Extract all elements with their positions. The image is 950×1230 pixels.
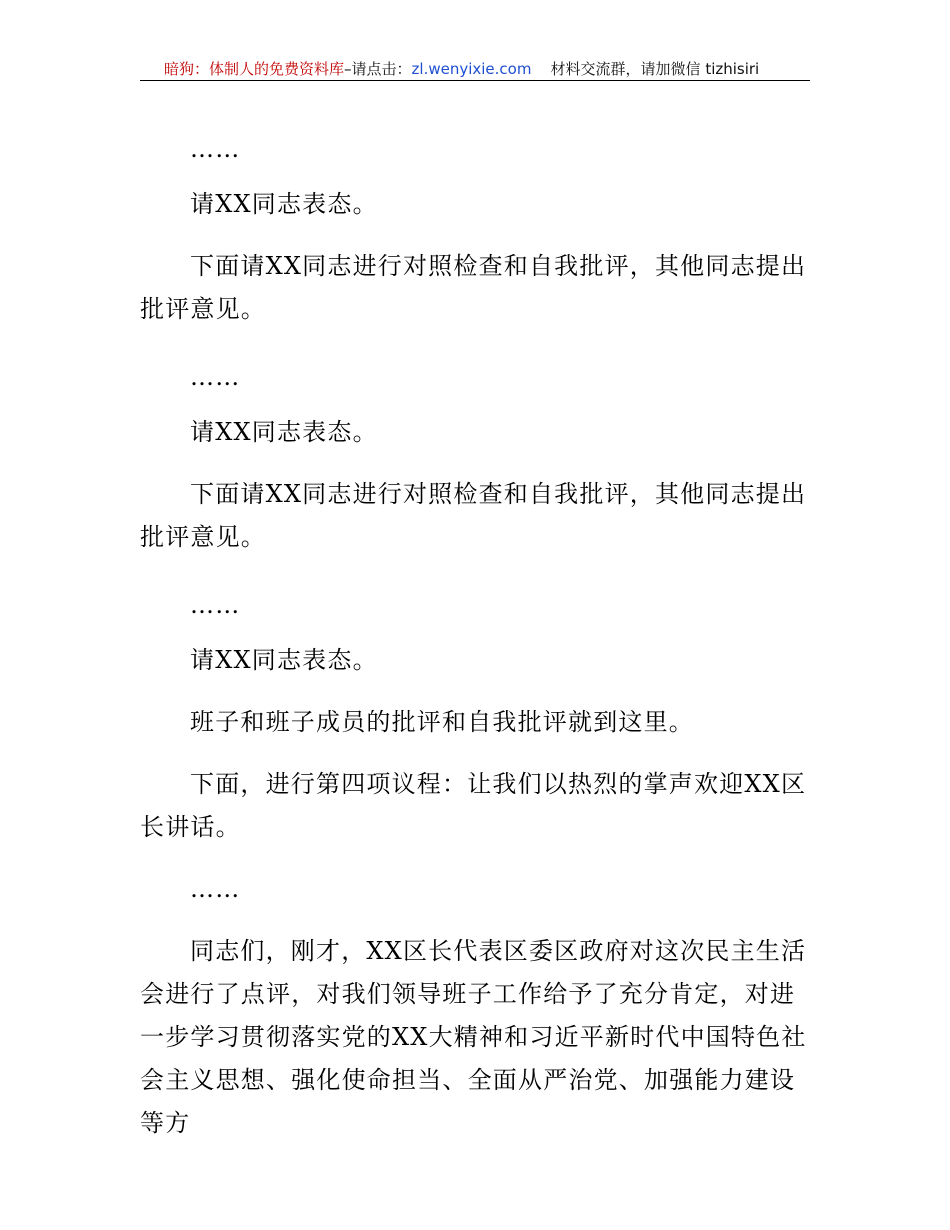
header-click-text: –请点击：	[344, 60, 412, 78]
paragraph-ellipsis-4: ……	[190, 875, 241, 903]
paragraph-ellipsis-3: ……	[190, 591, 241, 619]
paragraph-criticism-end: 班子和班子成员的批评和自我批评就到这里。	[190, 708, 694, 736]
header-contact: 材料交流群，请加微信 tizhisiri	[550, 60, 760, 78]
header-title: 暗狗：体制人的免费资料库	[164, 60, 345, 78]
paragraph-self-criticism-1: 下面请XX同志进行对照检查和自我批评，其他同志提出批评意见。	[140, 252, 807, 323]
header-link[interactable]: zl.wenyixie.com	[411, 60, 532, 78]
paragraph-closing-remarks: 同志们，刚才，XX区长代表区委区政府对这次民主生活会进行了点评，对我们领导班子工作给予了充分肯定，对进一步学习贯彻落实党的XX大精神和习近平新时代中国特色社会主义思想、强化使命担当、全面从严治党、加强能力建设等方	[140, 937, 807, 1137]
paragraph-agenda-four: 下面，进行第四项议程：让我们以热烈的掌声欢迎XX区长讲话。	[140, 770, 807, 841]
paragraph-self-criticism-2: 下面请XX同志进行对照检查和自我批评，其他同志提出批评意见。	[140, 480, 807, 551]
paragraph-ellipsis-2: ……	[190, 363, 241, 391]
paragraph-statement-request-3: 请XX同志表态。	[190, 646, 378, 674]
paragraph-statement-request-1: 请XX同志表态。	[190, 190, 378, 218]
paragraph-statement-request-2: 请XX同志表态。	[190, 418, 378, 446]
paragraph-ellipsis-1: ……	[190, 135, 241, 163]
page-header	[140, 56, 810, 81]
